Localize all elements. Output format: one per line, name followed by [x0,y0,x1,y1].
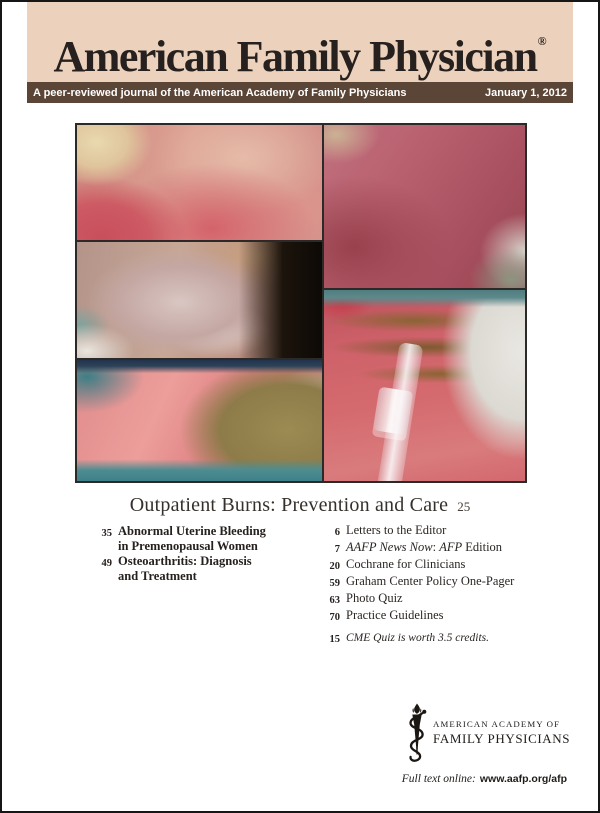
list-item [316,574,556,591]
department-title: Photo Quiz [346,591,403,605]
photo-reddened-shoulder-arm [324,125,525,288]
publisher-name-line2: FAMILY PHYSICIANS [433,731,571,746]
feature-title: Abnormal Uterine Bleeding in Premenopausal Women [118,524,266,553]
photo-leg-burn-with-iv-line [324,290,525,481]
iv-connector [373,387,413,436]
issue-date: January 1, 2012 [485,86,567,99]
list-item [316,608,556,625]
department-page-number: 59 [329,578,340,589]
photo-burned-back-peeling-skin [77,125,322,240]
masthead-bar [27,82,573,103]
masthead-panel [27,2,573,82]
registered-trademark-symbol: ® [537,34,547,48]
department-title: Cochrane for Clinicians [346,557,466,571]
journal-title-text: American Family Physician [53,32,537,81]
torch-and-serpent-icon [404,703,430,766]
cme-note [316,630,556,647]
department-title: Letters to the Editor [346,523,447,537]
cover-story-headline [0,494,600,517]
department-page-number: 70 [329,612,340,623]
publisher-name [433,719,570,747]
list-item [316,540,556,557]
list-item [316,591,556,608]
cover-photo-collage [75,123,527,483]
list-item [316,557,556,574]
tagline: A peer-reviewed journal of the American Academy of Family Physicians [33,86,407,99]
feature-title: Osteoarthritis: Diagnosis and Treatment [118,554,252,583]
feature-page-number: 35 [101,528,112,539]
feature-page-number: 49 [101,558,112,569]
list-item [95,554,310,584]
full-text-label: Full text online: [401,773,476,785]
department-page-number: 20 [329,561,340,572]
departments-list [316,523,556,647]
cover-story-title: Outpatient Burns: Prevention and Care [129,494,449,516]
cme-page-number: 15 [329,634,340,645]
cover-story-page-number: 25 [457,499,471,514]
journal-url: www.aafp.org/afp [479,773,567,785]
cme-note-text: CME Quiz is worth 3.5 credits. [346,632,490,644]
list-item [316,523,556,540]
department-page-number: 6 [334,527,340,538]
photo-elbow-blister-closeup [77,242,322,358]
full-text-online-line [402,769,567,787]
department-title: Graham Center Policy One-Pager [346,574,515,588]
department-page-number: 63 [329,595,340,606]
publisher-name-line1: AMERICAN ACADEMY OF [433,719,561,729]
journal-title [53,32,547,82]
department-page-number: 7 [334,544,340,555]
list-item [95,524,310,554]
department-title: Practice Guidelines [346,608,444,622]
photo-lower-leg-heel-burn [77,360,322,481]
features-list [95,524,310,584]
department-title: AAFP News Now: AFP Edition [346,540,503,554]
